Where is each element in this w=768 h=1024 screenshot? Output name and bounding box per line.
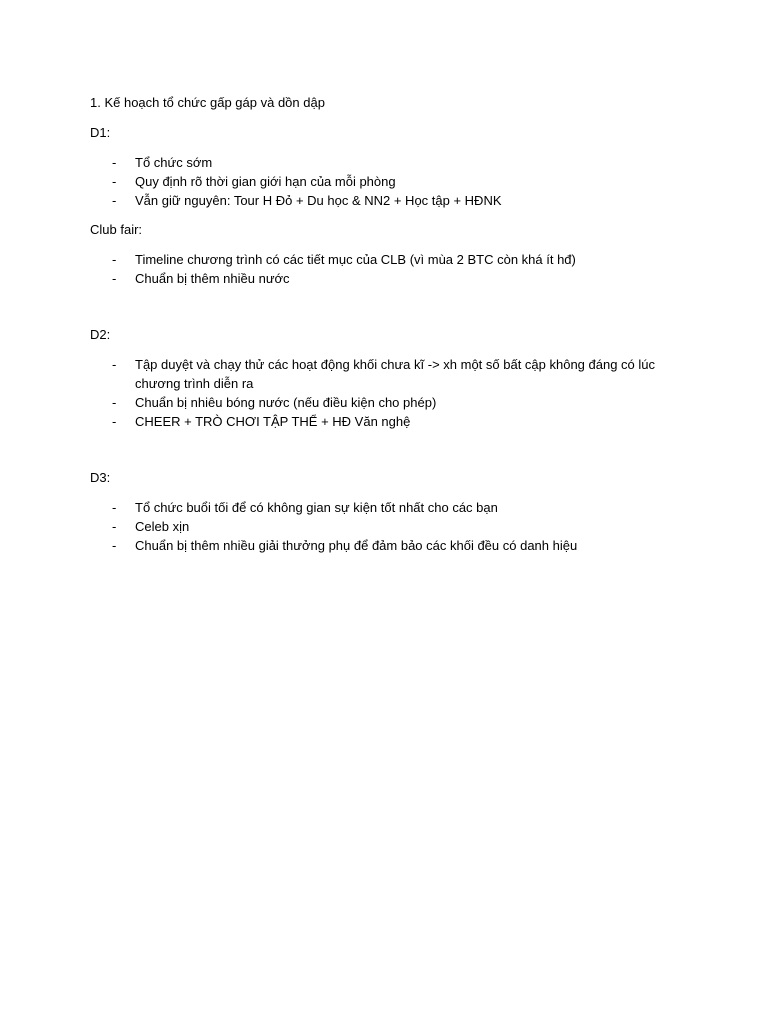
list-item (90, 536, 670, 555)
list-club-fair (90, 250, 670, 288)
list-item-text: Tập duyệt và chạy thử các hoạt động khối chưa kĩ -> xh một số bất cập không đáng có lúc chương trình diễn ra (135, 357, 656, 391)
list-item (90, 191, 670, 210)
spacer (90, 431, 670, 469)
section-title-d1: D1: (90, 125, 111, 140)
list-item (90, 498, 670, 517)
list-d1 (90, 153, 670, 210)
dash-bullet: - (112, 519, 117, 534)
dash-bullet: - (112, 500, 117, 515)
list-d2 (90, 355, 670, 431)
spacer (90, 288, 670, 326)
list-item-text: Chuẩn bị thêm nhiều nước (135, 271, 290, 286)
dash-bullet: - (112, 271, 117, 286)
dash-bullet: - (112, 252, 117, 267)
list-item-text: Vẫn giữ nguyên: Tour H Đỏ + Du học & NN2 + Học tập + HĐNK (135, 193, 502, 208)
list-item (90, 153, 670, 172)
list-item (90, 250, 670, 269)
document-page (90, 94, 670, 555)
dash-bullet: - (112, 357, 117, 372)
document-heading: 1. Kế hoạch tổ chức gấp gáp và dồn dập (90, 95, 325, 110)
list-item (90, 517, 670, 536)
list-item-text: Quy định rõ thời gian giới hạn của mỗi phòng (135, 174, 396, 189)
list-item (90, 172, 670, 191)
section-title-d2: D2: (90, 327, 111, 342)
dash-bullet: - (112, 395, 117, 410)
dash-bullet: - (112, 414, 117, 429)
list-item-text: Timeline chương trình có các tiết mục của CLB (vì mùa 2 BTC còn khá ít hđ) (135, 252, 576, 267)
list-item-text: Tổ chức sớm (135, 155, 213, 170)
section-title-club-fair: Club fair: (90, 222, 143, 237)
dash-bullet: - (112, 193, 117, 208)
section-title-d3: D3: (90, 470, 111, 485)
list-item (90, 355, 670, 393)
list-item (90, 269, 670, 288)
spacer (90, 210, 670, 221)
dash-bullet: - (112, 155, 117, 170)
dash-bullet: - (112, 538, 117, 553)
list-item-text: Tổ chức buổi tối để có không gian sự kiện tốt nhất cho các bạn (135, 500, 498, 515)
list-item (90, 393, 670, 412)
list-item-text: Chuẩn bị thêm nhiều giải thưởng phụ để đảm bảo các khối đều có danh hiệu (135, 538, 578, 553)
list-item (90, 412, 670, 431)
list-item-text: Celeb xịn (135, 519, 190, 534)
list-item-text: Chuẩn bị nhiêu bóng nước (nếu điều kiện cho phép) (135, 395, 437, 410)
list-d3 (90, 498, 670, 555)
list-item-text: CHEER + TRÒ CHƠI TẬP THỂ + HĐ Văn nghệ (135, 414, 411, 429)
dash-bullet: - (112, 174, 117, 189)
